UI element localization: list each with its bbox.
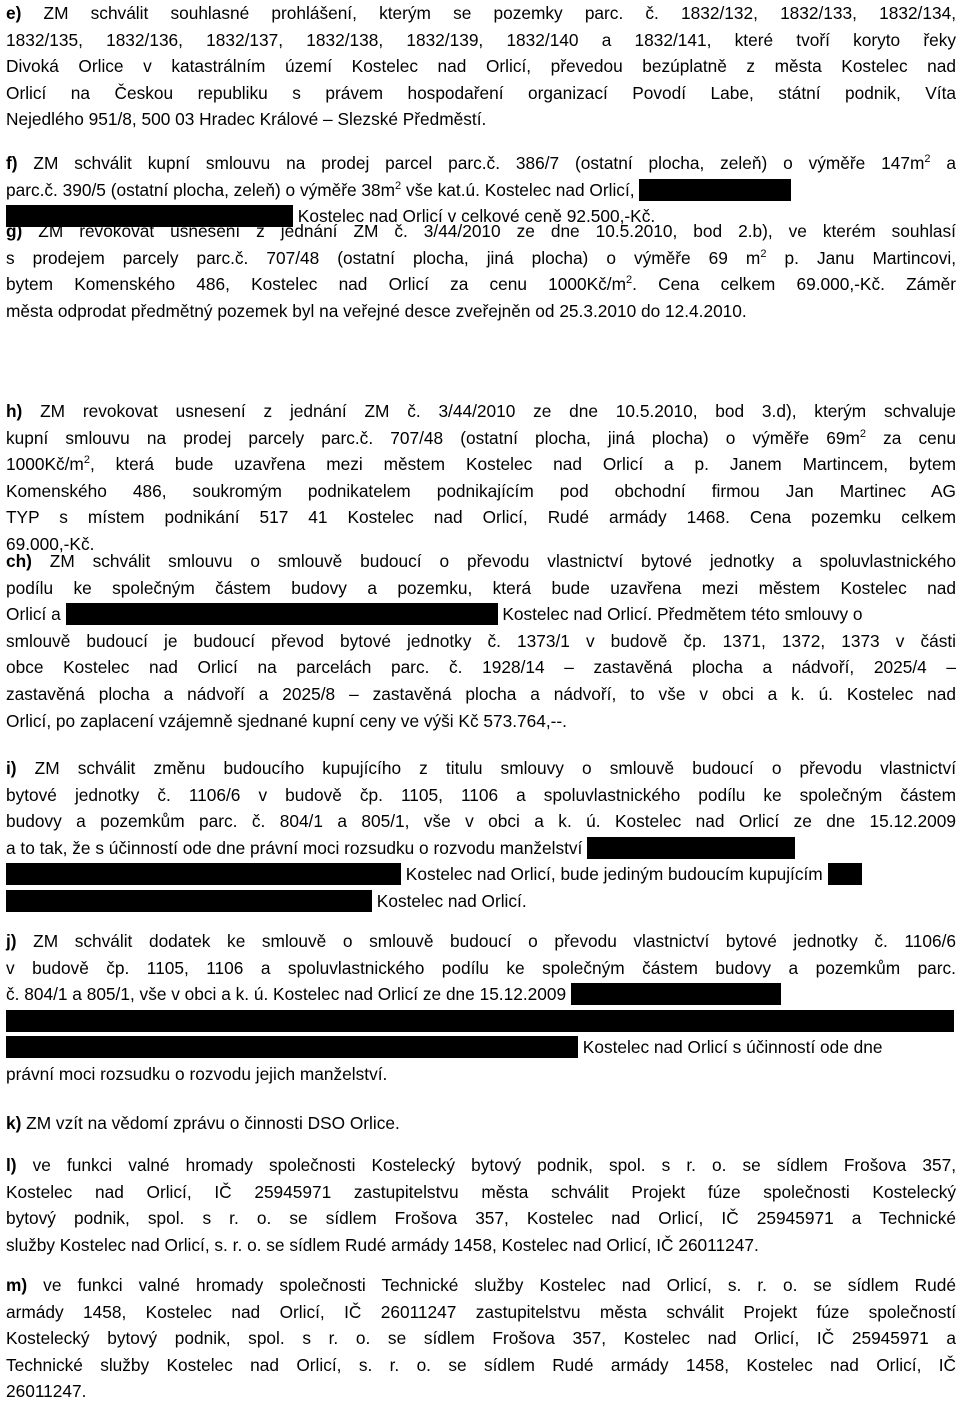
resolution-h xyxy=(6,398,956,558)
item-label: i) xyxy=(6,758,17,778)
item-label: f) xyxy=(6,153,18,173)
text-line: armády 1458, Kostelec nad Orlicí, IČ 26011247 zastupitelstvu města schválit Projekt fúze společností xyxy=(6,1301,956,1322)
redaction-block xyxy=(639,179,791,201)
text-line: Kostelec nad Orlicí. xyxy=(6,888,956,915)
text-line: Orlicí, po zaplacení vzájemně sjednané kupní ceny ve výši Kč 573.764,--. xyxy=(6,710,567,731)
text-line: Kostelec nad Orlicí, bude jediným budoucím kupujícím xyxy=(6,861,956,888)
text-line: 69.000,-Kč. xyxy=(6,533,95,554)
text-line: 26011247. xyxy=(6,1381,87,1402)
text-line: Orlicí a Kostelec nad Orlicí. Předmětem této smlouvy o xyxy=(6,604,863,625)
redaction-block xyxy=(587,837,795,859)
text-line: a to tak, že s účinností ode dne právní moci rozsudku o rozvodu manželství xyxy=(6,835,956,862)
resolution-ch xyxy=(6,548,956,734)
text-line: Kostelec nad Orlicí, IČ 25945971 zastupitelstvu města schválit Projekt fúze společnosti Kostelecký xyxy=(6,1181,956,1202)
item-label: m) xyxy=(6,1275,28,1295)
redaction-block xyxy=(66,603,498,625)
text-line: ch) ZM schválit smlouvu o smlouvě budoucí o převodu vlastnictví bytové jednotky a spoluvlastnického xyxy=(6,551,956,571)
text-line: l) ve funkci valné hromady společnosti Kostelecký bytový podnik, spol. s r. o. se sídlem Frošova 357, xyxy=(6,1155,956,1175)
text-line: obce Kostelec nad Orlicí na parcelách parc. č. 1928/14 – zastavěná plocha a nádvoří, 2025/4 – xyxy=(6,657,956,678)
text-line: j) ZM schválit dodatek ke smlouvě o smlouvě budoucí o převodu vlastnictví bytové jednotky č. 1106/6 xyxy=(6,931,956,951)
text-line: podílu ke společným částem budovy a pozemku, která bude uzavřena mezi městem Kostelec nad xyxy=(6,577,956,598)
resolution-l xyxy=(6,1152,956,1258)
text-line: bytový podnik, spol. s r. o. se sídlem Frošova 357, Kostelec nad Orlicí, IČ 25945971 a Technické xyxy=(6,1208,956,1229)
text-line: g) ZM revokovat usnesení z jednání ZM č. 3/44/2010 ze dne 10.5.2010, bod 2.b), ve kterém souhlasí xyxy=(6,221,956,241)
text-line: Komenského 486, soukromým podnikatelem podnikajícím pod obchodní firmou Jan Martinec AG xyxy=(6,480,956,501)
item-label: g) xyxy=(6,221,23,241)
resolution-k xyxy=(6,1110,956,1137)
text-line: Kostelec nad Orlicí v celkové ceně 92.500,-Kč. xyxy=(6,203,956,230)
text-line: Orlicí na Českou republiku s právem hospodaření organizací Povodí Labe, státní podnik, Víta xyxy=(6,82,956,103)
text-line: kupní smlouvu na prodej parcely parc.č. 707/48 (ostatní plocha, jiná plocha) o výměře $69m^2$ za cenu xyxy=(6,427,957,448)
redaction-block xyxy=(571,983,781,1005)
text-line: k) ZM vzít na vědomí zprávu o činnosti DSO Orlice. xyxy=(6,1113,400,1133)
text-line: Nejedlého 951/8, 500 03 Hradec Králové – Slezské Předměstí. xyxy=(6,109,487,130)
redaction-block xyxy=(6,863,401,885)
text-line: v budově čp. 1105, 1106 a spoluvlastnického podílu ke společným částem budovy a pozemkům parc. xyxy=(6,957,956,978)
text-line: města odprodat předmětný pozemek byl na veřejné desce zveřejněn od 25.3.2010 do 12.4.2010. xyxy=(6,300,747,321)
resolution-e xyxy=(6,0,956,133)
resolution-g xyxy=(6,218,956,324)
redaction-block xyxy=(828,863,862,885)
text-line: budovy a pozemkům parc. č. 804/1 a 805/1, vše v obci a k. ú. Kostelec nad Orlicí ze dne 15.12.2009 xyxy=(6,811,956,832)
item-label: j) xyxy=(6,931,17,951)
item-label: ch) xyxy=(6,551,32,571)
text-line: č. 804/1 a 805/1, vše v obci a k. ú. Kostelec nad Orlicí ze dne 15.12.2009 xyxy=(6,981,956,1008)
text-line: zastavěná plocha a nádvoří a 2025/8 – zastavěná plocha a nádvoří, to vše v obci a k. ú. Kostelec nad xyxy=(6,683,956,704)
text-line: 1832/135, 1832/136, 1832/137, 1832/138, 1832/139, 1832/140 a 1832/141, které tvoří koryto řeky xyxy=(6,29,956,50)
text-line: m) ve funkci valné hromady společnosti Technické služby Kostelec nad Orlicí, s. r. o. se sídlem Rudé xyxy=(6,1275,956,1295)
text-line: Divoká Orlice v katastrálním území Kostelec nad Orlicí, převedou bezúplatně z města Kostelec nad xyxy=(6,56,956,77)
text-line: h) ZM revokovat usnesení z jednání ZM č. 3/44/2010 ze dne 10.5.2010, bod 3.d), kterým schvaluje xyxy=(6,401,956,421)
redaction-block xyxy=(6,1010,954,1032)
text-line: i) ZM schválit změnu budoucího kupujícího z titulu smlouvy o smlouvě budoucí o převodu vlastnictví xyxy=(6,758,956,778)
resolution-i xyxy=(6,755,956,915)
resolution-m xyxy=(6,1272,956,1405)
text-line xyxy=(6,1008,956,1035)
text-line: $1000Kč/m^2$, která bude uzavřena mezi městem Kostelec nad Orlicí a p. Janem Martincem, bytem xyxy=(6,454,956,475)
text-line: f) ZM schválit kupní smlouvu na prodej parcel parc.č. 386/7 (ostatní plocha, zeleň) o výměře $147m^2$ a xyxy=(6,153,956,173)
text-line: e) ZM schválit souhlasné prohlášení, kterým se pozemky parc. č. 1832/132, 1832/133, 1832/134, xyxy=(6,3,956,23)
text-line: právní moci rozsudku o rozvodu jejich manželství. xyxy=(6,1063,388,1084)
text-line: služby Kostelec nad Orlicí, s. r. o. se sídlem Rudé armády 1458, Kostelec nad Orlicí, IČ 26011247. xyxy=(6,1234,759,1255)
item-label: l) xyxy=(6,1155,17,1175)
item-label: e) xyxy=(6,3,22,23)
text-line: Technické služby Kostelec nad Orlicí, s. r. o. se sídlem Rudé armády 1458, Kostelec nad Orlicí, IČ xyxy=(6,1354,956,1375)
text-line: parc.č. 390/5 (ostatní plocha, zeleň) o výměře $38m^2$ vše kat.ú. Kostelec nad Orlicí, xyxy=(6,177,956,204)
text-line: smlouvě budoucí je budoucí převod bytové jednotky č. 1373/1 v budově čp. 1371, 1372, 1373 v části xyxy=(6,630,956,651)
text-line: bytem Komenského 486, Kostelec nad Orlicí za cenu $1000Kč/m^2$. Cena celkem 69.000,-Kč. Záměr xyxy=(6,274,956,295)
text-line: s prodejem parcely parc.č. 707/48 (ostatní plocha, jiná plocha) o výměře 69 $m^2$ p. Janu Martincovi, xyxy=(6,247,957,268)
resolution-j xyxy=(6,928,956,1088)
text-line: Kostelecký bytový podnik, spol. s r. o. se sídlem Frošova 357, Kostelec nad Orlicí, IČ 25945971 a xyxy=(6,1328,956,1349)
item-label: h) xyxy=(6,401,23,421)
redaction-block xyxy=(6,1036,578,1058)
text-line: TYP s místem podnikání 517 41 Kostelec nad Orlicí, Rudé armády 1468. Cena pozemku celkem xyxy=(6,507,956,528)
text-line: Kostelec nad Orlicí s účinností ode dne xyxy=(6,1034,956,1061)
text-line: bytové jednotky č. 1106/6 v budově čp. 1105, 1106 a spoluvlastnického podílu ke společným částem xyxy=(6,784,956,805)
redaction-block xyxy=(6,890,372,912)
item-label: k) xyxy=(6,1113,22,1133)
